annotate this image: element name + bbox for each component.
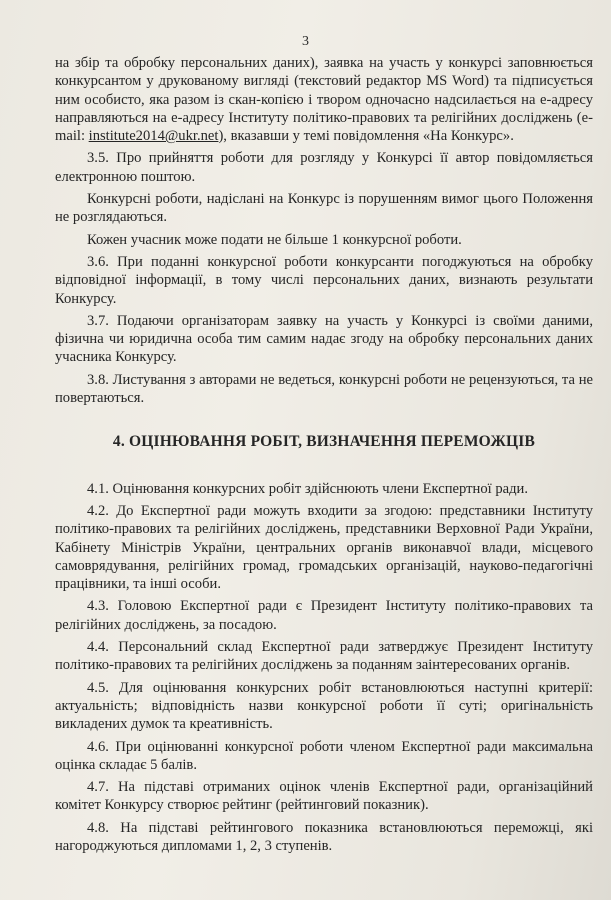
section-heading: 4. ОЦІНЮВАННЯ РОБІТ, ВИЗНАЧЕННЯ ПЕРЕМОЖЦІВ — [112, 433, 536, 451]
paragraph-4-7: 4.7. На підставі отриманих оцінок членів Експертної ради, організаційний комітет Конкурсу створює рейтинг (рейтинговий показник). — [55, 779, 593, 814]
paragraph-4-6: 4.6. При оцінюванні конкурсної роботи членом Експертної ради максимальна оцінка складає 5 балів. — [55, 738, 593, 773]
paragraph-4-2: 4.2. До Експертної ради можуть входити за згодою: представники Інституту політико-правових та релігійних досліджень, представники Верховної Ради України, Кабінету Міністрів України, центральних органів виконавчої влади, місцевого самоврядування, релігійних громад, громадських організацій, науково-педагогічні працівники, та інші особи. — [55, 502, 593, 593]
paragraph-one-work: Кожен учасник може подати не більше 1 конкурсної роботи. — [87, 231, 462, 248]
paragraph-violations: Конкурсні роботи, надіслані на Конкурс із порушенням вимог цього Положення не розглядаються. — [55, 191, 593, 226]
page-number: 3 — [302, 34, 309, 49]
paragraph-3-5: 3.5. Про прийняття роботи для розгляду у Конкурсі її автор повідомляється електронною поштою. — [55, 150, 593, 185]
email-link[interactable]: institute2014@ukr.net — [88, 128, 219, 145]
paragraph-3-7: 3.7. Подаючи організаторам заявку на участь у Конкурсі із своїми даними, фізична чи юридична особа тим самим надає згоду на обробку персональних даних учасника Конкурсу. — [55, 312, 593, 366]
paragraph-4-5: 4.5. Для оцінювання конкурсних робіт встановлюються наступні критерії: актуальність; відповідність назви конкурсної роботи її суті; оригінальність викладених думок та креативність. — [55, 679, 593, 733]
document-body — [55, 54, 593, 859]
paragraph-3-8: 3.8. Листування з авторами не ведеться, конкурсні роботи не рецензуються, та не повертаються. — [55, 371, 593, 407]
paragraph-4-8: 4.8. На підставі рейтингового показника встановлюються переможці, які нагороджуються дипломами 1, 2, 3 ступенів. — [55, 819, 593, 854]
paragraph-continuation: на збір та обробку персональних даних), заявка на участь у конкурсі заповнюється конкурсантом у друкованому вигляді (текстовий редактор MS Word) та підписується ним особисто, яка разом із скан-копією і твором одночасно надсилається на е-адресу направляються на е-адресу Інституту політико-правових та релігійних досліджень (e-mail: institute2014@ukr.net), вказавши у темі повідомлення «На Конкурс». — [55, 55, 593, 145]
paragraph-4-3: 4.3. Головою Експертної ради є Президент Інституту політико-правових та релігійних досліджень, за посадою. — [55, 598, 593, 633]
paragraph-4-1: 4.1. Оцінювання конкурсних робіт здійснюють члени Експертної ради. — [87, 480, 528, 497]
paragraph-3-6: 3.6. При поданні конкурсної роботи конкурсанти погоджуються на обробку відповідної інформації, в тому числі персональних даних, визнають результати Конкурсу. — [55, 253, 593, 307]
paragraph-4-4: 4.4. Персональний склад Експертної ради затверджує Президент Інституту політико-правових та релігійних досліджень за поданням заінтересованих органів. — [55, 639, 593, 674]
